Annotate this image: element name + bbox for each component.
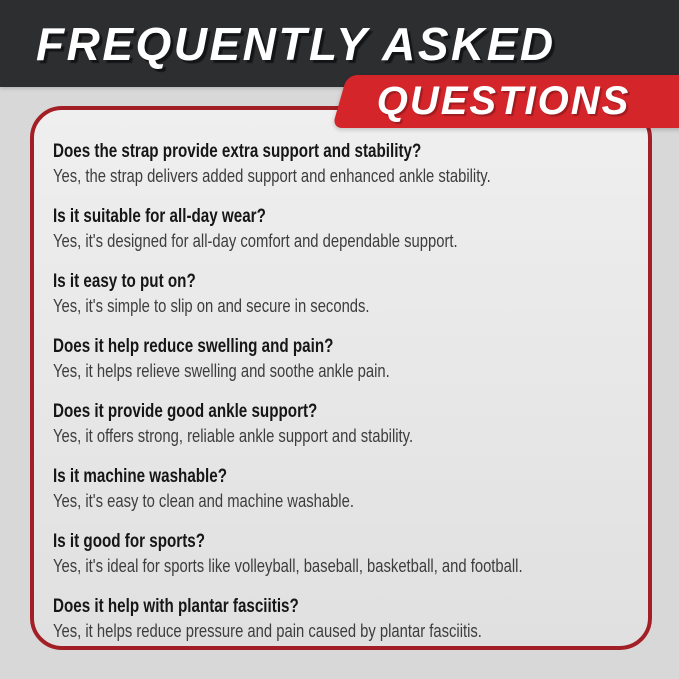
faq-question: Is it machine washable? [53, 466, 228, 487]
header-band [0, 0, 679, 87]
faq-answer: Yes, it's ideal for sports like volleyball, baseball, basketball, and football. [53, 555, 523, 576]
faq-answer: Yes, it helps relieve swelling and soothe ankle pain. [53, 360, 390, 381]
faq-question: Does the strap provide extra support and stability? [53, 141, 422, 162]
page-title: FREQUENTLY ASKED [36, 17, 556, 70]
faq-question: Is it suitable for all-day wear? [53, 206, 266, 227]
faq-answer: Yes, it's easy to clean and machine washable. [53, 490, 354, 511]
questions-banner-label: QUESTIONS [376, 79, 631, 123]
faq-answer: Yes, it's designed for all-day comfort and dependable support. [53, 230, 458, 251]
faq-question: Does it help with plantar fasciitis? [53, 596, 299, 617]
questions-banner [332, 75, 679, 128]
faq-question: Does it help reduce swelling and pain? [53, 336, 334, 357]
faq-card [30, 106, 652, 650]
faq-answer: Yes, it helps reduce pressure and pain caused by plantar fasciitis. [53, 620, 482, 641]
faq-question: Does it provide good ankle support? [53, 401, 318, 422]
faq-item [53, 595, 648, 643]
faq-item [53, 530, 648, 578]
faq-answer: Yes, it offers strong, reliable ankle support and stability. [53, 425, 414, 446]
faq-list [34, 110, 648, 643]
faq-answer: Yes, it's simple to slip on and secure in seconds. [53, 295, 370, 316]
faq-item [53, 140, 648, 188]
faq-question: Is it easy to put on? [53, 271, 196, 292]
faq-item [53, 205, 648, 253]
faq-answer: Yes, the strap delivers added support and enhanced ankle stability. [53, 165, 491, 186]
faq-question: Is it good for sports? [53, 531, 205, 552]
faq-item [53, 400, 648, 448]
faq-item [53, 270, 648, 318]
faq-item [53, 335, 648, 383]
faq-item [53, 465, 648, 513]
